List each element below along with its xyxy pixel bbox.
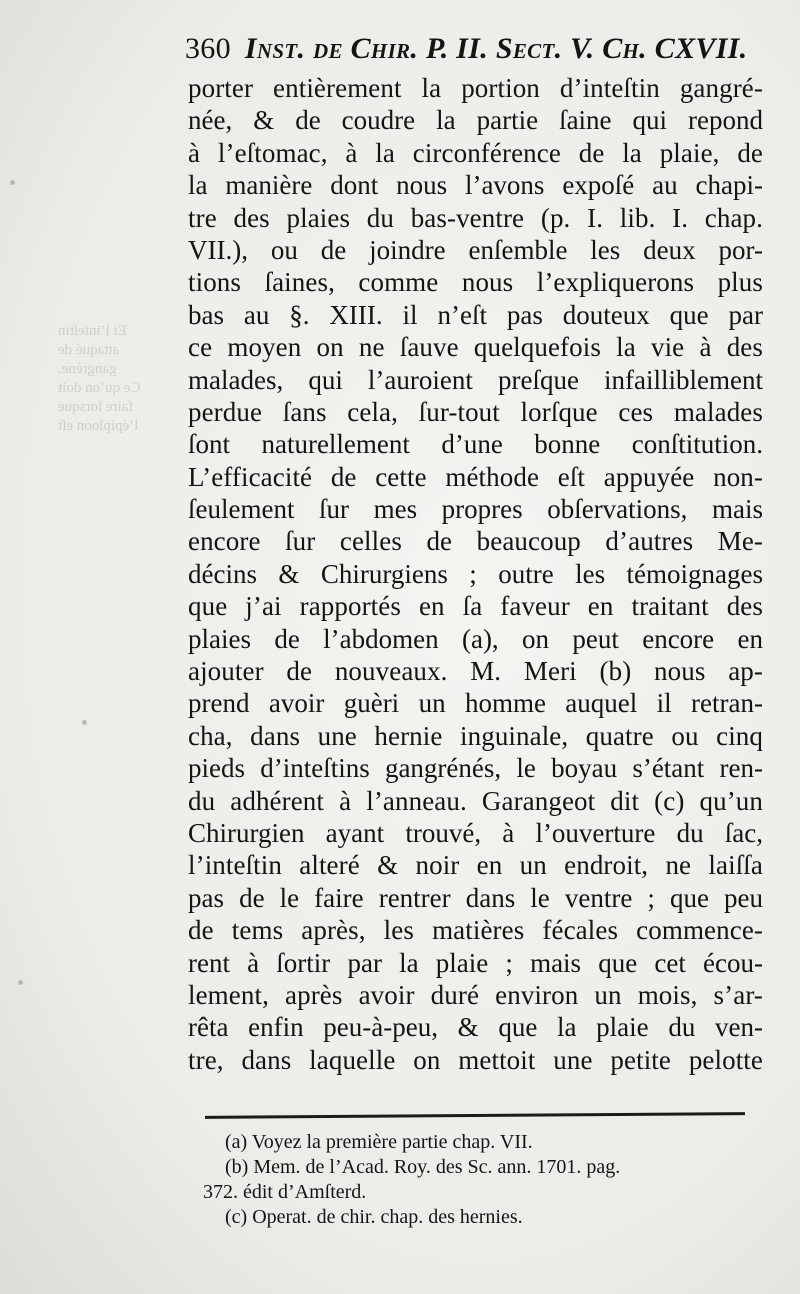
bleed-through-line: attaqué de: [58, 342, 120, 358]
page-number: 360: [185, 32, 231, 65]
scan-speck: [18, 980, 23, 985]
footnotes: [203, 1130, 758, 1230]
text-line: la manière dont nous l’avons expoſé au chapi-: [188, 170, 763, 201]
text-line: VII.), ou de joindre enſemble les deux por-: [188, 234, 763, 265]
bleed-through-line: gangrène.: [58, 361, 117, 377]
main-text-block: [188, 72, 763, 1076]
text-line: décins & Chirurgiens ; outre les témoignages: [188, 558, 763, 589]
bleed-through-margin-note: [58, 322, 178, 436]
scan-speck: [10, 180, 15, 185]
text-line: ſont naturellement d’une bonne conſtitution.: [188, 429, 763, 460]
text-line: perdue ſans cela, ſur-tout lorſque ces malades: [188, 396, 763, 427]
text-line: plaies de l’abdomen (a), on peut encore en: [188, 623, 763, 654]
scan-speck: [82, 720, 87, 725]
text-line: née, & de coudre la partie ſaine qui repond: [188, 105, 763, 136]
text-line: porter entièrement la portion d’inteſtin gangré-: [188, 73, 763, 103]
text-line: l’inteſtin alteré & noir en un endroit, ne laiſſa: [188, 850, 763, 881]
text-line: tre, dans laquelle on mettoit une petite pelotte: [188, 1044, 763, 1075]
page-header: [185, 32, 748, 76]
text-line: malades, qui l’auroient preſque infailliblement: [188, 364, 763, 395]
bleed-through-line: Ce qu’on doit: [58, 380, 141, 396]
text-line: pieds d’inteſtins gangrénés, le boyau s’étant ren-: [188, 753, 763, 784]
running-head: Inst. de Chir. P. II. Sect. V. Ch. CXVII.: [244, 32, 748, 65]
bleed-through-line: faire lorsque: [58, 399, 134, 415]
text-line: rent à ſortir par la plaie ; mais que cet écou-: [188, 947, 763, 978]
text-line: du adhérent à l’anneau. Garangeot dit (c) qu’un: [188, 785, 763, 816]
text-line: Chirurgien ayant trouvé, à l’ouverture du ſac,: [188, 817, 763, 848]
text-line: que j’ai rapportés en ſa faveur en traitant des: [188, 591, 763, 622]
text-line: tre des plaies du bas-ventre (p. I. lib. I. chap.: [188, 202, 763, 233]
text-line: lement, après avoir duré environ un mois, s’ar-: [188, 979, 763, 1010]
text-line: prend avoir guèri un homme auquel il retran-: [188, 688, 763, 719]
bleed-through-line: l’épiploon eſt: [58, 418, 139, 434]
text-line: tions ſaines, comme nous l’expliquerons plus: [188, 267, 763, 298]
footnote-b: (b) Mem. de l’Acad. Roy. des Sc. ann. 1701. pag.: [225, 1156, 621, 1178]
footnote-b-continuation: 372. édit d’Amſterd.: [203, 1181, 367, 1203]
text-line: cha, dans une hernie inguinale, quatre ou cinq: [188, 720, 763, 751]
text-line: rêta enfin peu-à-peu, & que la plaie du ven-: [188, 1012, 763, 1043]
text-line: pas de le faire rentrer dans le ventre ; que peu: [188, 882, 763, 913]
footnote-c: (c) Operat. de chir. chap. des hernies.: [225, 1206, 523, 1228]
text-line: L’efficacité de cette méthode eſt appuyée non-: [188, 461, 763, 492]
bleed-through-line: Et l’inteſtin: [58, 323, 127, 339]
text-line: de tems après, les matières fécales commence-: [188, 915, 763, 946]
footnote-rule: [205, 1112, 745, 1119]
text-line: à l’eſtomac, à la circonférence de la plaie, de: [188, 137, 763, 168]
text-line: ajouter de nouveaux. M. Meri (b) nous ap-: [188, 656, 763, 687]
text-line: ce moyen on ne ſauve quelquefois la vie à des: [188, 332, 763, 363]
footnote-a: (a) Voyez la première partie chap. VII.: [225, 1131, 533, 1153]
text-line: encore ſur celles de beaucoup d’autres Me-: [188, 526, 763, 557]
text-line: ſeulement ſur mes propres obſervations, mais: [188, 494, 763, 525]
text-line: bas au §. XIII. il n’eſt pas douteux que par: [188, 299, 763, 330]
